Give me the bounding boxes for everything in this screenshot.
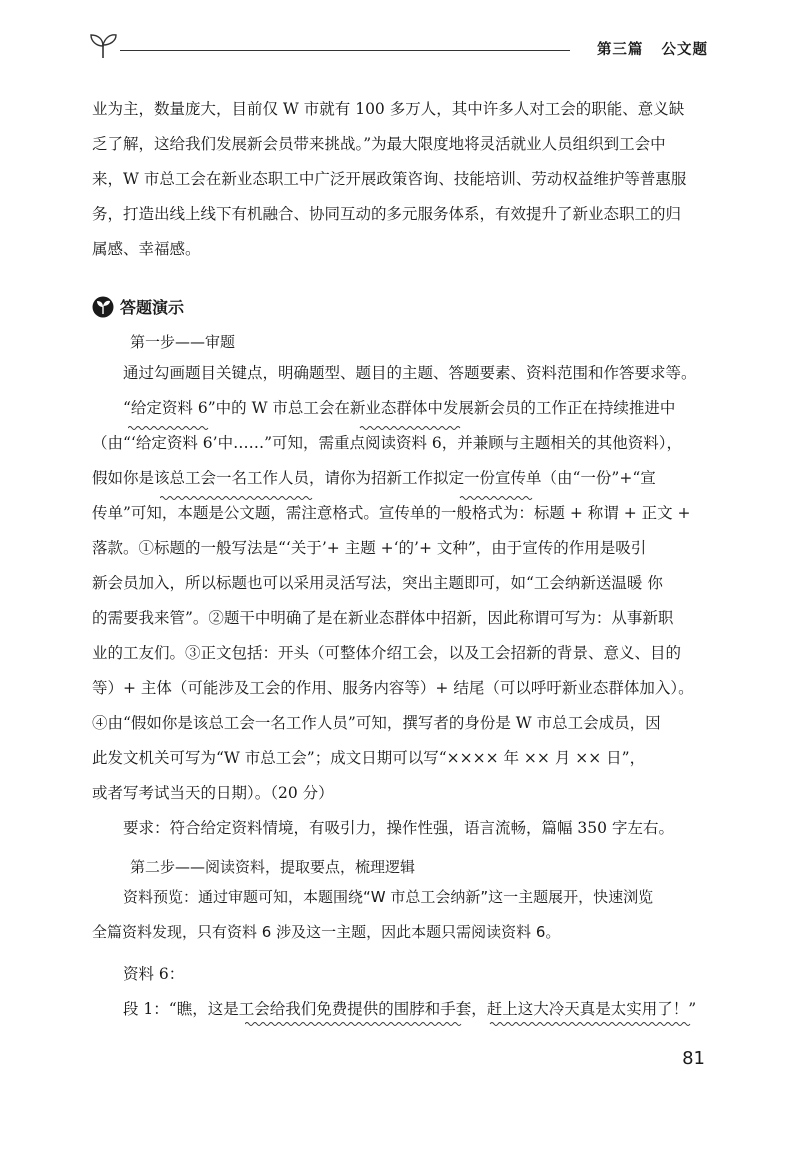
text-line: 等）+ 主体（可能涉及工会的作用、服务内容等）+ 结尾（可以呼吁新业态群体加入）。 [92,679,694,697]
step2-title: 第二步——阅读资料，提取要点，梳理逻辑 [130,858,416,876]
text-line: 传单”可知，本题是公文题，需注意格式。宣传单的一般格式为：标题 + 称谓 + 正文 + [92,504,691,522]
text-line: 的需要我来管”。②题干中明确了是在新业态群体中招新，因此称谓可写为：从事新职 [92,609,674,627]
chapter-label: 第三篇 [596,42,644,58]
text-line: 乏了解，这给我们发展新会员带来挑战。”为最大限度地将灵活就业人员组织到工会中 [92,135,666,153]
text-line: 业的工友们。③正文包括：开头（可整体介绍工会，以及工会招新的背景、意义、目的 [92,644,682,662]
material-label [92,957,700,992]
text-line: 要求：符合给定资料情境，有吸引力，操作性强，语言流畅，篇幅 350 字左右。 [123,819,674,837]
section-title: 答题演示 [120,298,185,317]
text-line: 资料预览：通过审题可知，本题围绕“W 市总工会纳新”这一主题展开，快速浏览 [123,888,654,906]
step2-preview [92,880,700,950]
text-line: 或者写考试当天的日期）。（20 分） [92,784,334,802]
page-number: 81 [682,1048,705,1069]
intro-paragraph [92,92,700,267]
text-line: 全篇资料发现，只有资料 6 涉及这一主题，因此本题只需阅读资料 6。 [92,923,561,941]
section-heading [92,295,184,318]
wavy-underline [245,1021,705,1027]
running-header [585,38,708,59]
text-line: 资料 6： [123,965,185,983]
text-line: ④由“假如你是该总工会一名工作人员”可知，撰写者的身份是 W 市总工会成员，因 [92,714,661,732]
text-line: 来，W 市总工会在新业态职工中广泛开展政策咨询、技能培训、劳动权益维护等普惠服 [92,170,687,188]
section-label: 公文题 [661,42,708,58]
text-line: 此发文机关可写为“W 市总工会”；成文日期可以写“×××× 年 ×× 月 ×× 日”， [92,749,646,767]
step1-requirement [92,811,700,846]
text-line: （由“‘给定资料 6’中……”可知，需重点阅读资料 6，并兼顾与主题相关的其他资料）， [92,434,683,452]
step1-body [92,391,700,811]
wavy-underline [160,495,560,501]
text-line: 业为主，数量庞大，目前仅 W 市就有 100 多万人，其中许多人对工会的职能、意义缺 [92,100,685,118]
wavy-underline [128,425,728,431]
text-line: 新会员加入，所以标题也可以采用灵活写法，突出主题即可，如“工会纳新送温暖 你 [92,574,663,592]
text-line: 落款。①标题的一般写法是“‘关于’+ 主题 +‘的’+ 文种”，由于宣传的作用是吸引 [92,539,647,557]
text-line: 务，打造出线上线下有机融合、协同互动的多元服务体系，有效提升了新业态职工的归 [92,205,682,223]
text-line: “给定资料 6”中的 W 市总工会在新业态群体中发展新会员的工作正在持续推进中 [123,399,676,417]
step1-intro [92,356,700,391]
text-line: 假如你是该总工会一名工作人员，请你为招新工作拟定一份宣传单（由“一份”+“宣 [92,469,656,487]
text-line: 属感、幸福感。 [92,240,201,258]
step1-title: 第一步——审题 [130,333,236,351]
header-rule [120,50,570,51]
text-line: 通过勾画题目关键点，明确题型、题目的主题、答题要素、资料范围和作答要求等。 [123,364,697,382]
sprout-icon [88,30,118,60]
text-line: 段 1：“瞧，这是工会给我们免费提供的围脖和手套，赶上这大冷天真是太实用了！” [123,1000,697,1018]
leaf-badge-icon [92,296,114,318]
